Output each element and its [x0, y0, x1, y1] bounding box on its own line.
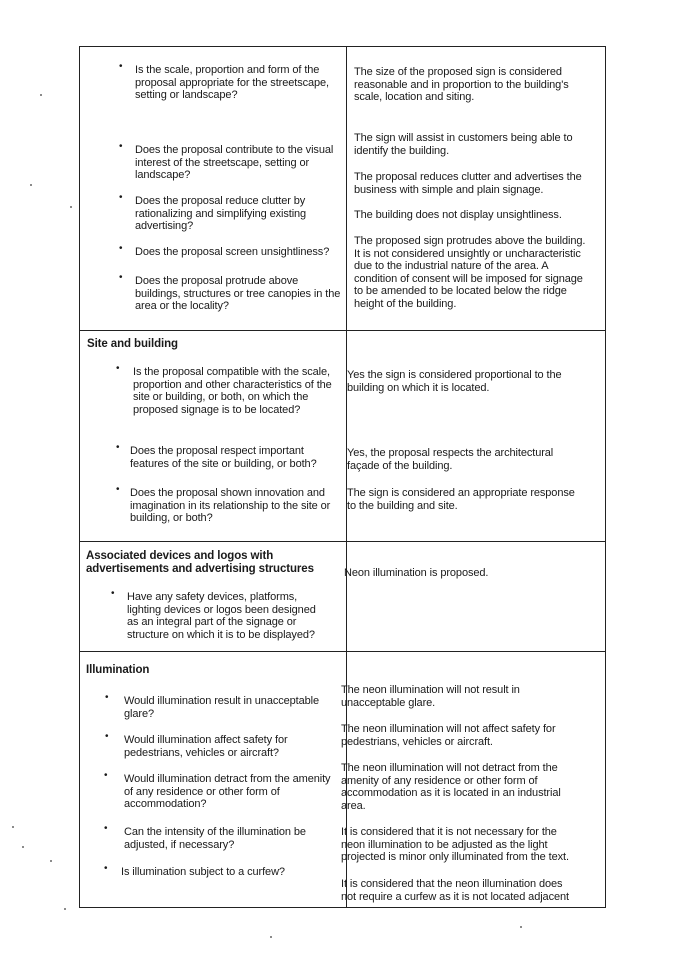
bullet: •	[119, 192, 123, 203]
criterion-question: Is illumination subject to a curfew?	[121, 866, 285, 878]
criterion-response: The neon illumination will not result in unacceptable glare.	[341, 684, 520, 709]
bullet: •	[104, 823, 108, 834]
scan-speck	[50, 860, 52, 862]
criterion-response: The proposed sign protrudes above the building. It is not considered unsightly or uncharacteristic due to the industrial nature of the area. A condition of consent will be imposed for signage to be amended to be located below the ridge height of the building.	[354, 235, 586, 310]
criterion-response: The neon illumination will not detract from the amenity of any residence or other form of accommodation as it is located in an industrial area.	[341, 762, 561, 812]
bullet: •	[119, 61, 123, 72]
scan-speck	[70, 206, 72, 208]
criterion-response: The sign will assist in customers being able to identify the building.	[354, 132, 573, 157]
scan-speck	[40, 94, 42, 96]
section-heading: Associated devices and logos with advertisements and advertising structures	[86, 550, 314, 575]
scan-speck	[30, 184, 32, 186]
criterion-question: Does the proposal contribute to the visual interest of the streetscape, setting or landscape?	[135, 144, 334, 181]
criterion-question: Can the intensity of the illumination be adjusted, if necessary?	[124, 826, 306, 851]
criterion-response: The neon illumination will not affect safety for pedestrians, vehicles or aircraft.	[341, 723, 556, 748]
criterion-question: Have any safety devices, platforms, lighting devices or logos been designed as an integral part of the signage or structure on which it is to be displayed?	[127, 591, 316, 641]
bullet: •	[104, 770, 108, 781]
scan-speck	[12, 826, 14, 828]
section-heading: Site and building	[87, 338, 178, 350]
bullet: •	[119, 141, 123, 152]
criterion-question: Would illumination affect safety for pedestrians, vehicles or aircraft?	[124, 734, 288, 759]
criterion-question: Is the scale, proportion and form of the proposal appropriate for the streetscape, setting or landscape?	[135, 64, 330, 101]
bullet: •	[119, 243, 123, 254]
criterion-response: The size of the proposed sign is considered reasonable and in proportion to the building's scale, location and siting.	[354, 66, 569, 103]
bullet: •	[111, 588, 115, 599]
section-divider	[80, 541, 605, 542]
bullet: •	[119, 272, 123, 283]
criterion-response: Yes the sign is considered proportional to the building on which it is located.	[347, 369, 562, 394]
criterion-question: Is the proposal compatible with the scale, proportion and other characteristics of the site or building, or both, on which the proposed signage is to be located?	[133, 366, 332, 416]
criterion-question: Does the proposal respect important features of the site or building, or both?	[130, 445, 317, 470]
criterion-question: Does the proposal protrude above buildings, structures or tree canopies in the area or the locality?	[135, 275, 341, 312]
criterion-question: Does the proposal reduce clutter by rationalizing and simplifying existing advertising?	[135, 195, 307, 232]
bullet: •	[116, 442, 120, 453]
criterion-response: It is considered that the neon illumination does not require a curfew as it is not located adjacent	[341, 878, 569, 903]
scan-speck	[270, 936, 272, 938]
criterion-response: Neon illumination is proposed.	[344, 567, 489, 579]
criterion-response: The building does not display unsightliness.	[354, 209, 562, 221]
section-divider	[80, 330, 605, 331]
criterion-question: Does the proposal screen unsightliness?	[135, 246, 330, 258]
criterion-response: The sign is considered an appropriate response to the building and site.	[347, 487, 575, 512]
bullet: •	[116, 484, 120, 495]
bullet: •	[105, 731, 109, 742]
scan-speck	[520, 926, 522, 928]
criterion-question: Does the proposal shown innovation and imagination in its relationship to the site or building, or both?	[130, 487, 331, 524]
scan-speck	[64, 908, 66, 910]
section-divider	[80, 651, 605, 652]
criterion-response: It is considered that it is not necessary for the neon illumination to be adjusted as the light projected is minor only illuminated from the text.	[341, 826, 569, 863]
section-heading: Illumination	[86, 664, 150, 676]
criterion-response: Yes, the proposal respects the architectural façade of the building.	[347, 447, 554, 472]
criterion-question: Would illumination detract from the amenity of any residence or other form of accommodation?	[124, 773, 331, 810]
criterion-response: The proposal reduces clutter and advertises the business with simple and plain signage.	[354, 171, 582, 196]
scan-speck	[22, 846, 24, 848]
bullet: •	[104, 863, 108, 874]
bullet: •	[105, 692, 109, 703]
criterion-question: Would illumination result in unacceptable glare?	[124, 695, 320, 720]
bullet: •	[116, 363, 120, 374]
